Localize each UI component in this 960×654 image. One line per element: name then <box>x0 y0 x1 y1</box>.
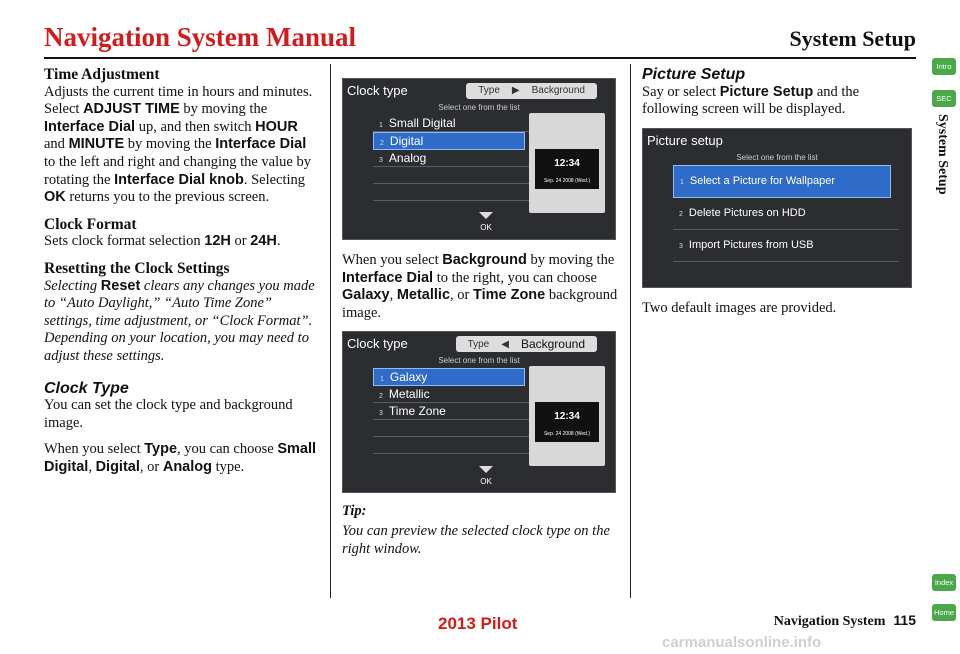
preview-clock: 12:34 Sep. 24 2008 (Wed.) <box>535 402 599 442</box>
tip-label: Tip: <box>342 503 367 520</box>
list-item-empty <box>373 420 529 437</box>
list-item[interactable]: 1 Small Digital <box>373 115 529 132</box>
list-item-empty <box>373 437 529 454</box>
column-right <box>642 66 917 326</box>
screen-subtitle: Select one from the list <box>438 103 520 112</box>
clock-type-text: When you select Type, you can choose Small Digital, Digital, or Analog type. <box>44 441 316 475</box>
heading-time-adjustment: Time Adjustment <box>44 66 160 83</box>
picture-list <box>673 165 899 262</box>
clock-preview <box>529 366 605 466</box>
clock-type-intro: You can set the clock type and background image. <box>44 397 293 431</box>
column-divider <box>330 64 331 598</box>
intro-tab[interactable]: Intro <box>932 58 956 75</box>
column-middle <box>342 66 620 567</box>
side-section-label: System Setup <box>935 114 950 195</box>
list-item-empty <box>373 184 529 201</box>
picture-setup-screen <box>642 128 912 288</box>
screen-subtitle: Select one from the list <box>736 152 818 162</box>
screen-title: Picture setup <box>647 132 723 148</box>
background-list <box>373 368 529 454</box>
screen-subtitle: Select one from the list <box>438 356 520 366</box>
ok-button[interactable]: OK <box>471 466 501 491</box>
list-item-selected[interactable]: 1 Select a Picture for Wallpaper <box>673 165 891 198</box>
arrow-right-icon: ▶ <box>511 85 520 97</box>
triangle-down-icon <box>479 466 493 473</box>
list-item[interactable]: 3 Import Pictures from USB <box>673 230 899 262</box>
header-rule <box>44 57 916 59</box>
preview-clock: 12:34 Sep. 24 2008 (Wed.) <box>535 149 599 189</box>
arrow-left-icon: ◀ <box>501 338 509 350</box>
screen-title: Clock type <box>347 336 408 352</box>
page-number: 115 <box>893 612 916 628</box>
list-item[interactable]: 2 Metallic <box>373 386 529 403</box>
background-text: When you select Background by moving the Interface Dial to the right, you can choose Galaxy, Metallic, or Time Zone background image. <box>342 252 618 321</box>
list-item-selected[interactable]: 2 Digital <box>373 132 525 150</box>
heading-clock-type: Clock Type <box>44 379 129 397</box>
list-item[interactable]: 3 Analog <box>373 150 529 167</box>
triangle-down-icon <box>479 212 493 219</box>
list-item-empty <box>373 167 529 184</box>
screen-tabs: Type ▶ Background <box>466 83 597 99</box>
picture-setup-text: Say or select Picture Setup and the following screen will be displayed. <box>642 83 860 118</box>
sec-tab[interactable]: SEC <box>932 90 956 107</box>
page-footer: Navigation System 115 <box>773 612 916 629</box>
site-watermark: carmanualsonline.info <box>662 634 822 651</box>
default-images-text: Two default images are provided. <box>642 299 837 316</box>
list-item[interactable]: 2 Delete Pictures on HDD <box>673 198 899 230</box>
clock-type-screen-type <box>342 78 616 240</box>
reset-text: Selecting Reset clears any changes you made to “Auto Daylight,” “Auto Time Zone” settings, time adjustment, or “Clock Format”. Depending on your location, you may need to adjust these settings. <box>44 277 315 364</box>
column-divider <box>630 64 631 598</box>
home-tab[interactable]: Home <box>932 604 956 621</box>
screen-tabs: Type ◀ Background <box>456 336 597 352</box>
clock-type-screen-background <box>342 331 616 493</box>
clock-format-text: Sets clock format selection 12H or 24H. <box>44 233 281 250</box>
clock-type-list <box>373 115 529 201</box>
ok-button[interactable]: OK <box>471 212 501 237</box>
section-title: System Setup <box>789 26 916 51</box>
heading-resetting: Resetting the Clock Settings <box>44 259 230 277</box>
heading-picture-setup: Picture Setup <box>642 66 746 83</box>
time-adjustment-text: Adjusts the current time in hours and minutes. Select ADJUST TIME by moving the Interface Dial up, and then switch HOUR and MINUTE by moving the Interface Dial to the left and right and changing the value by rotating the Interface Dial knob. Selecting OK returns you to the previous screen. <box>44 83 313 206</box>
model-watermark: 2013 Pilot <box>438 614 518 633</box>
manual-title: Navigation System Manual <box>44 22 357 52</box>
list-item[interactable]: 3 Time Zone <box>373 403 529 420</box>
list-item-selected[interactable]: 1 Galaxy <box>373 368 525 386</box>
tip-text: You can preview the selected clock type on the right window. <box>342 522 610 557</box>
clock-preview <box>529 113 605 213</box>
heading-clock-format: Clock Format <box>44 215 137 233</box>
column-left <box>44 66 320 485</box>
screen-title: Clock type <box>347 83 408 98</box>
index-tab[interactable]: Index <box>932 574 956 591</box>
